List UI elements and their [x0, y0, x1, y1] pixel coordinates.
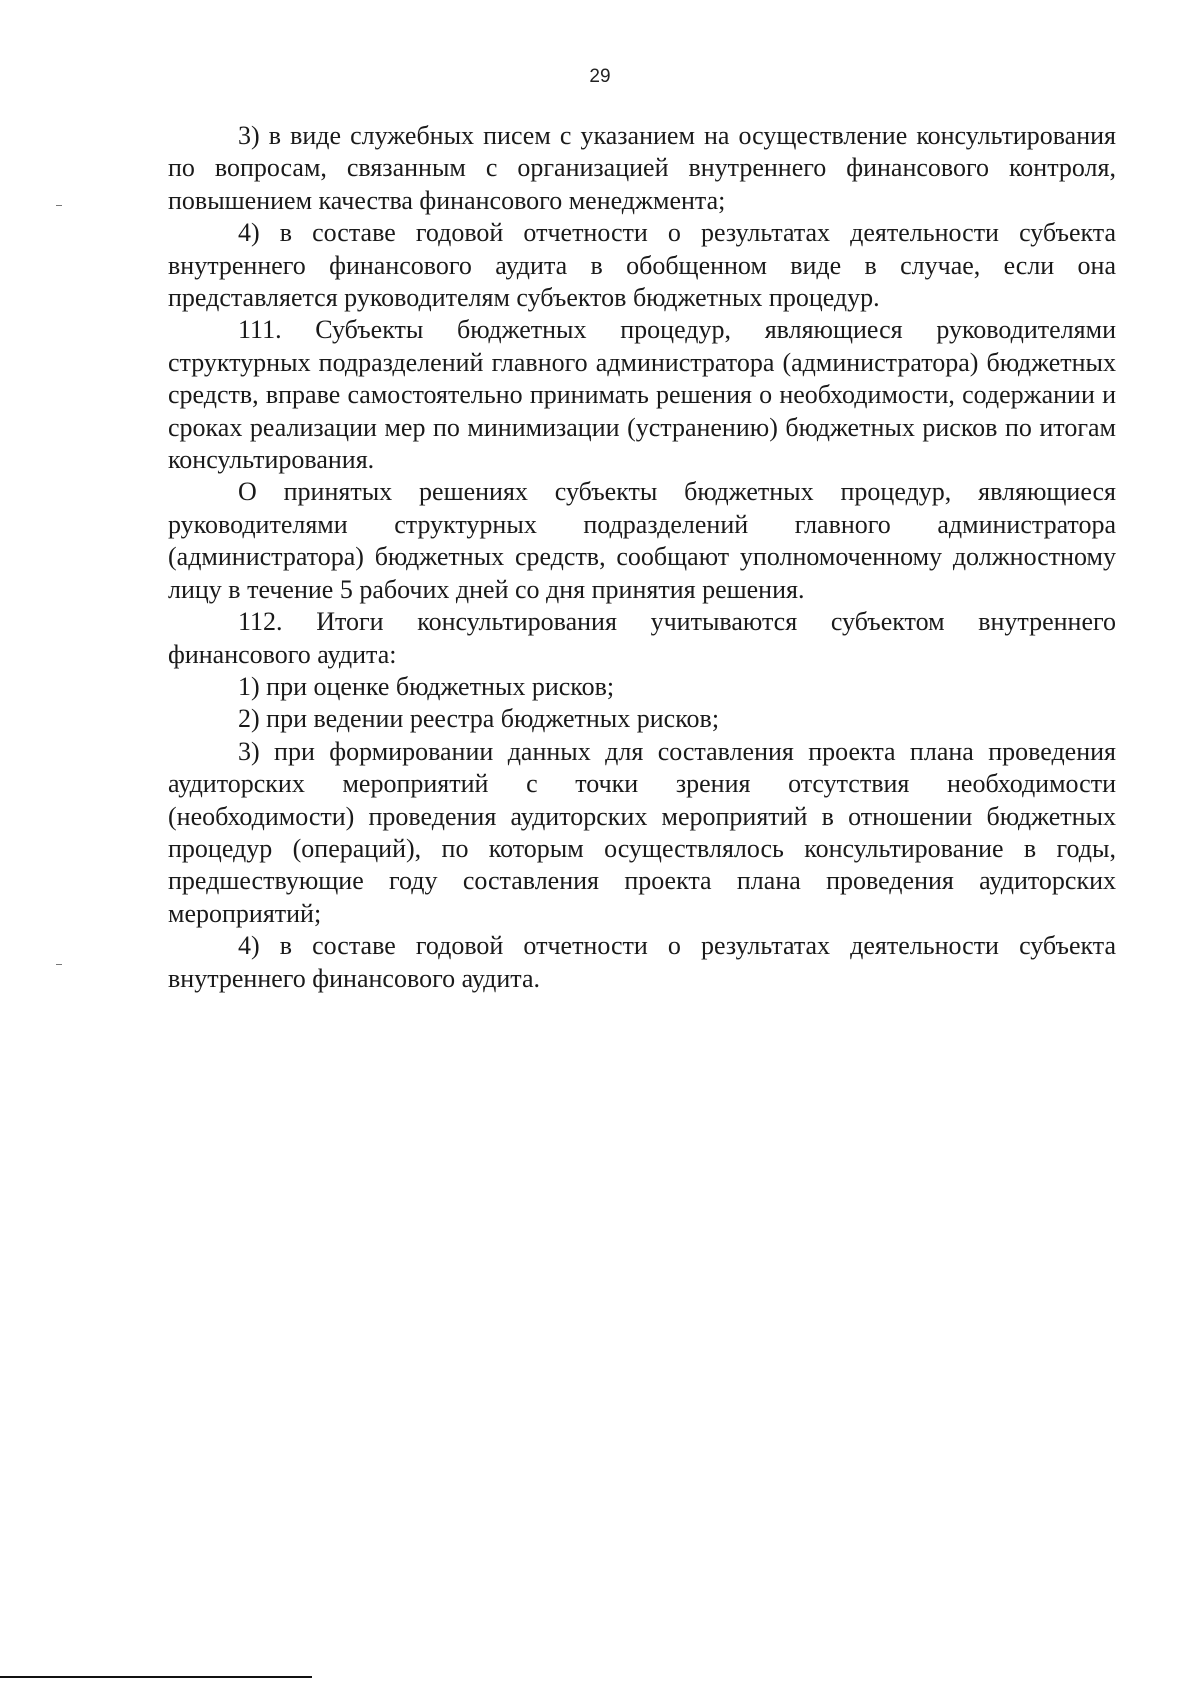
- paragraph-item-4-annual-report: 4) в составе годовой отчетности о результатах деятельности субъекта внутреннего финансового аудита в обобщенном виде в случае, если она представляется руководителям субъектов бюджетных процедур.: [168, 218, 1116, 313]
- paragraph-clause-111: 111. Субъекты бюджетных процедур, являющиеся руководителями структурных подразделений главного администратора (администратора) бюджетных средств, вправе самостоятельно принимать решения о необходимости, содержании и сроках реализации мер по минимизации (устранению) бюджетных рисков по итогам консультирования.: [168, 315, 1116, 475]
- margin-tick-mark: [56, 205, 62, 206]
- paragraph-decisions-notice: О принятых решениях субъекты бюджетных процедур, являющиеся руководителями структурных подразделений главного администратора (администратора) бюджетных средств, сообщают уполномоченному должностному лицу в течение 5 рабочих дней со дня принятия решения.: [168, 477, 1116, 604]
- page-number: 29: [589, 66, 611, 87]
- margin-tick-mark: [56, 964, 62, 965]
- paragraph-item-2-risk-register: 2) при ведении реестра бюджетных рисков;: [238, 704, 720, 734]
- document-body: [168, 120, 1116, 995]
- paragraph-item-4-annual-report-final: 4) в составе годовой отчетности о результатах деятельности субъекта внутреннего финансового аудита.: [168, 931, 1116, 993]
- footer-rule: [0, 1676, 312, 1678]
- paragraph-item-3-letters: 3) в виде служебных писем с указанием на осуществление консультирования по вопросам, связанным с организацией внутреннего финансового контроля, повышением качества финансового менеджмента;: [168, 121, 1116, 215]
- paragraph-item-3-audit-plan: 3) при формировании данных для составления проекта плана проведения аудиторских мероприятий с точки зрения отсутствия необходимости (необходимости) проведения аудиторских мероприятий в отношении бюджетных процедур (операций), по которым осуществлялось консультирование в годы, предшествующие году составления проекта плана проведения аудиторских мероприятий;: [168, 736, 1116, 928]
- paragraph-clause-112: 112. Итоги консультирования учитываются субъектом внутреннего финансового аудита:: [168, 607, 1116, 669]
- paragraph-item-1-risk-assessment: 1) при оценке бюджетных рисков;: [238, 671, 615, 701]
